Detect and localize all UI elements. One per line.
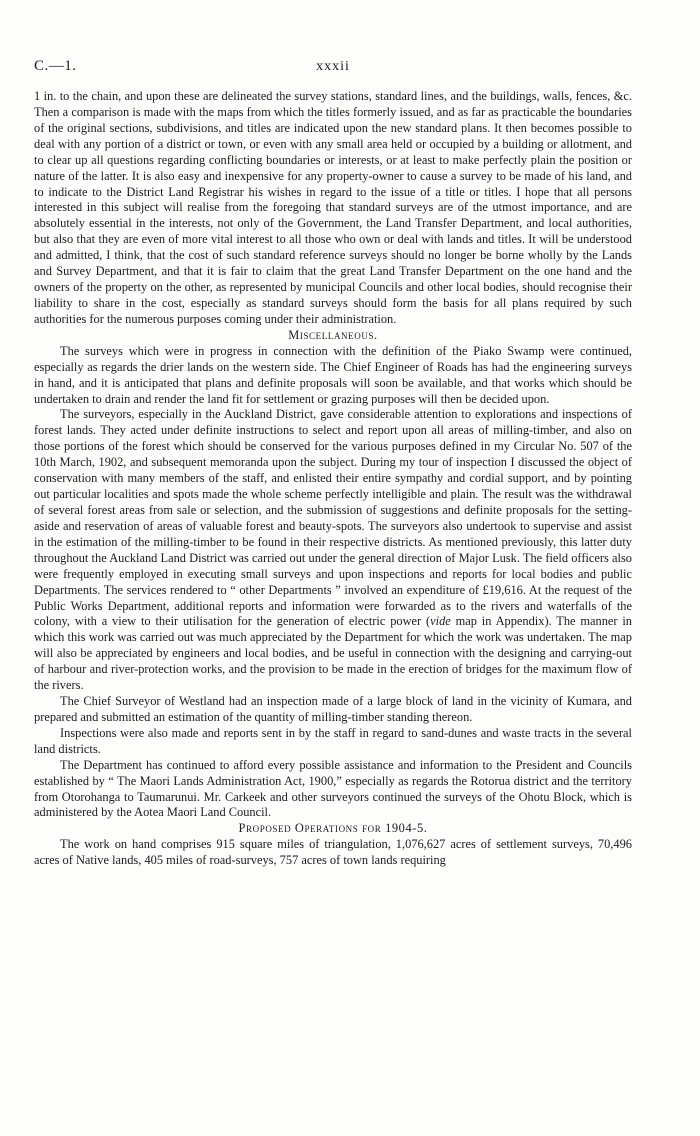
paragraph-sand-dunes: Inspections were also made and reports sent in by the staff in regard to sand-dunes and waste tracts in the several land districts.: [34, 725, 632, 756]
body-text: [34, 89, 632, 869]
heading-proposed-operations: Proposed Operations for 1904-5.: [238, 821, 428, 836]
forest-text-part-2: map in Appendix). The manner in which this work was carried out was much appreciated by the Department for which the work was undertaken. The map will also be appreciated by engineers and local bodies, and be useful in connection with the designing and carrying-out of harbour and river-protection works, and the provision to be made in the erection of bridges for the maximum flow of the rivers.: [34, 614, 633, 693]
paragraph-maori-lands: The Department has continued to afford every possible assistance and information to the President and Councils established by “ The Maori Lands Administration Act, 1900,” especially as regards the Rotorua district and the territory from Otorohanga to Taumarunui. Mr. Carkeek and other surveyors continued the surveys of the Ohotu Block, which is administered by the Aotea Maori Land Council.: [34, 757, 632, 820]
heading-miscellaneous: Miscellaneous.: [288, 327, 378, 342]
paragraph-piako-swamp: The surveys which were in progress in connection with the definition of the Piako Swamp were continued, especially as regards the drier lands on the western side. The Chief Engineer of Roads has had the engineering surveys in hand, and it is anticipated that plans and definite proposals will soon be available, and that works which should be undertaken to drain and render the land fit for settlement or grazing purposes will then be decided upon.: [34, 343, 632, 406]
page-number: xxxii: [316, 59, 350, 74]
vide-italic: vide: [430, 614, 451, 629]
forest-text-part-1: The surveyors, especially in the Auckland District, gave considerable attention to explorations and inspections of forest lands. They acted under definite instructions to select and report upon all areas of milling-timber, and also on those portions of the forest which should be conserved for the various purposes defined in my Circular No. 507 of the 10th March, 1902, and subsequent memoranda upon the subject. During my tour of inspection I discussed the object of conservation with many members of the staff, and enlisted their entire sympathy and cordial support, and by pointing out particular localities and spots made the whole scheme perfectly intelligible and plain. The result was the withdrawal of several forest areas from sale or selection, and the submission of suggestions and definite proposals for the setting-aside and reservation of areas of valuable forest and beauty-spots. The surveyors also undertook to supervise and assist in the estimation of the milling-timber to be found in their respective districts. As mentioned previously, this latter duty throughout the Auckland Land District was carried out under the general direction of Major Lusk. The field officers also were frequently employed in executing small surveys and upon inspections and reports for local bodies and public Departments. The services rendered to “ other Departments ” involved an expenditure of £19,616. At the request of the Public Works Department, additional reports and information were forwarded as to the rivers and waterfalls of the colony, with a view to their utilisation for the generation of electric power (: [34, 407, 632, 629]
paragraph-forest-lands: [34, 407, 632, 694]
document-reference: C.—1.: [34, 58, 77, 74]
paragraph-proposed-operations: The work on hand comprises 915 square miles of triangulation, 1,076,627 acres of settlement surveys, 70,496 acres of Native lands, 405 miles of road-surveys, 757 acres of town lands requiring: [34, 837, 632, 868]
paragraph-standard-surveys: 1 in. to the chain, and upon these are delineated the survey stations, standard lines, and the buildings, walls, fences, &c. Then a comparison is made with the maps from which the titles formerly issued, and as far as practicable the boundaries of the original sections, subdivisions, and titles are indicated upon the new standard plans. It then becomes possible to deal with any portion of a district or town, or even with any small area held or occupied by a building or allotment, and to clear up all questions regarding conflicting boundaries or interests, or at least to make perfectly plain the position or nature of the latter. It is also easy and inexpensive for any property-owner to cause a survey to be made of his land, and to indicate to the District Land Registrar his wishes in regard to the issue of a title or titles. I hope that all persons interested in this subject will realise from the foregoing that standard surveys are of the utmost importance, and are absolutely essential in the interests, not only of the Government, the Land Transfer Department, and local authorities, but also that they are even of more vital interest to all those who own or deal with lands and titles. It will be understood and admitted, I think, that the cost of such standard reference surveys should no longer be borne wholly by the Lands and Survey Department, and that it is fair to claim that the great Land Transfer Department on the one hand and the owners of the property on the other, as represented by municipal Councils and other local bodies, should recognise their liability to share in the cost, especially as standard surveys should form the basis for all plans required by such authorities for the numerous purposes coming under their administration.: [34, 89, 632, 326]
paragraph-westland: The Chief Surveyor of Westland had an inspection made of a large block of land in the vicinity of Kumara, and prepared and submitted an estimation of the quantity of milling-timber standing thereon.: [34, 694, 632, 724]
page-header: [34, 58, 632, 80]
